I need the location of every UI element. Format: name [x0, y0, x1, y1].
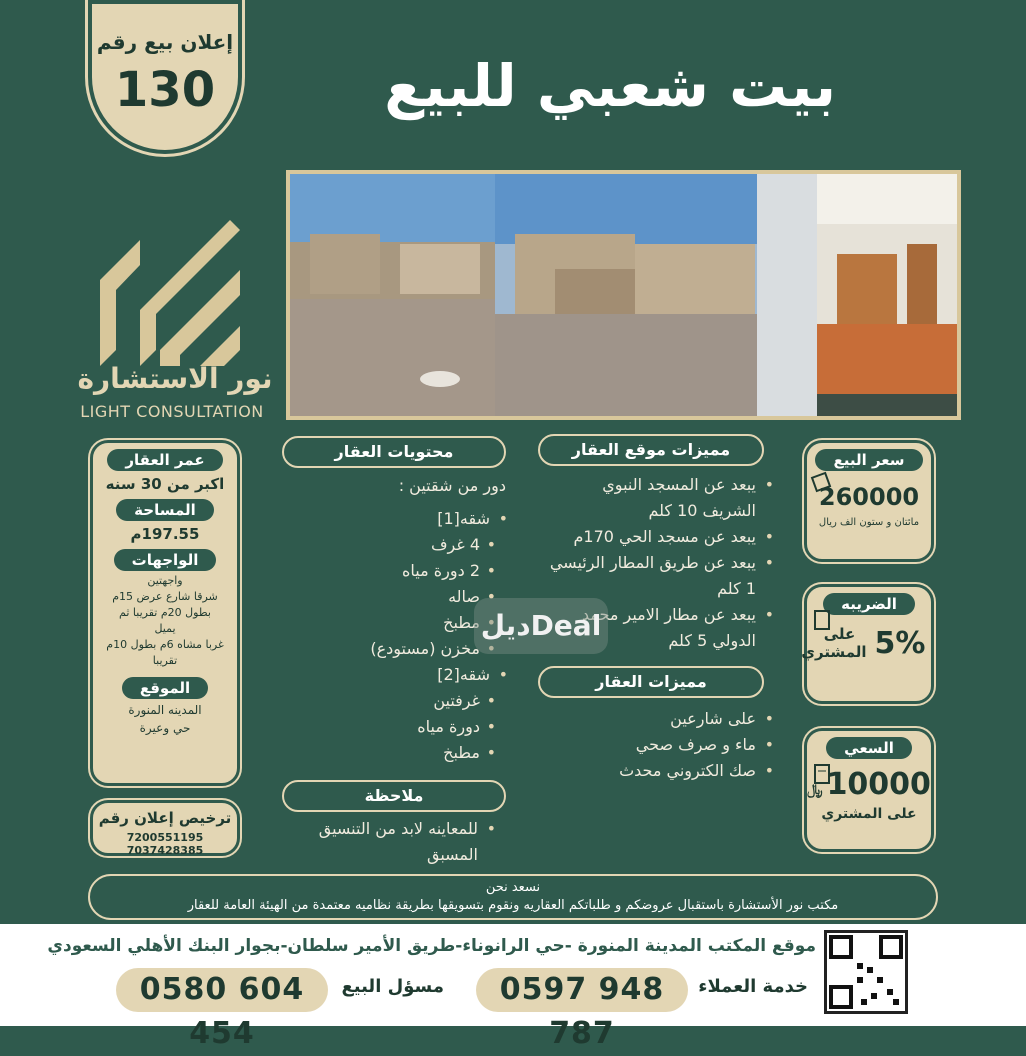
location-label: الموقع — [122, 677, 208, 699]
price-value: 260000 — [818, 483, 920, 511]
customer-service-label: خدمة العملاء — [698, 976, 808, 997]
list-item: • صك الكتروني محدث — [544, 758, 774, 784]
property-photos — [286, 170, 961, 420]
document-icon — [811, 763, 833, 785]
age-label: عمر العقار — [107, 449, 222, 471]
watermark: ديلDeal — [474, 598, 608, 654]
list-item: • شقه[1] — [308, 506, 508, 532]
logo-english-name: LIGHT CONSULTATION — [80, 402, 264, 421]
property-details-card — [90, 440, 240, 786]
list-item: • يبعد عن مطار الامير محمد الدولي 5 كلم — [544, 602, 774, 654]
license-label: ترخيص إعلان رقم — [98, 809, 232, 827]
commission-label: السعي — [826, 737, 912, 759]
list-item: • يبعد عن المسجد النبوي الشريف 10 كلم — [544, 472, 774, 524]
note-text: • للمعاينه لابد من التنسيق المسبق — [276, 816, 496, 868]
commission-value: 10000 — [826, 767, 931, 802]
price-card — [804, 440, 934, 562]
logo-arabic-name: نور الاستشارة — [77, 362, 273, 395]
photo-exterior-1 — [290, 174, 495, 416]
facades-label: الواجهات — [114, 549, 217, 571]
commission-card — [804, 728, 934, 852]
age-value: اكبر من 30 سنه — [105, 475, 225, 493]
location-features-header: مميزات موقع العقار — [538, 434, 764, 466]
note-header: ملاحظة — [282, 780, 506, 812]
price-tag-icon — [811, 471, 833, 493]
ad-number-badge — [88, 0, 242, 154]
photo-interior — [817, 174, 957, 416]
contents-header: محتويات العقار — [282, 436, 506, 468]
list-item: • 2 دورة مياه — [308, 558, 508, 584]
receipt-icon — [811, 609, 833, 631]
list-item: • مطبخ — [308, 740, 508, 766]
list-item: • مخزن (مستودع) — [308, 636, 508, 662]
page-title: بيت شعبي للبيع — [384, 52, 836, 120]
note-list — [276, 816, 496, 868]
list-item: • 4 غرف — [308, 532, 508, 558]
tax-card — [801, 584, 934, 704]
license-number: 7200551195 7037428385 — [126, 831, 204, 857]
photo-exterior-2 — [495, 174, 757, 416]
ad-number-label: إعلان بيع رقم — [96, 30, 234, 54]
list-item: • على شارعين — [544, 706, 774, 732]
facades-text: واجهتين شرقا شارع عرض 15م بطول 20م تقريبا ثم يميل غربا مشاه 6م بطول 10م تقريبا — [106, 574, 224, 667]
property-features-list — [544, 706, 774, 784]
photo-wall — [757, 174, 817, 416]
tax-note: على المشتري — [801, 625, 867, 661]
list-item: • ماء و صرف صحي — [544, 732, 774, 758]
list-item: • يبعد عن طريق المطار الرئيسي 1 كلم — [544, 550, 774, 602]
sales-label: مسؤل البيع — [341, 976, 444, 997]
license-card — [90, 800, 240, 856]
message-line-1: نسعد نحن — [485, 880, 541, 895]
list-item: • مطبخ — [308, 610, 508, 636]
list-item: • صاله — [308, 584, 508, 610]
footer — [0, 924, 1026, 1051]
property-features-header: مميزات العقار — [538, 666, 764, 698]
location-text: المدينه المنورة حي وعيرة — [128, 703, 202, 735]
qr-code-icon[interactable] — [824, 930, 908, 1014]
price-words: مائتان و ستون الف ريال — [818, 517, 920, 528]
message-line-2: مكتب نور الأستشارة باستقبال عروضكم و طلباتكم العقاريه ونقوم بتسويقها بطريقة نظاميه معتمدة من الهيئة العامة للعقار — [187, 898, 839, 913]
tax-label: الضريبه — [823, 593, 915, 615]
office-message — [88, 874, 938, 920]
area-value: 197.55م — [130, 525, 200, 543]
currency-symbol: ﷼ — [807, 782, 823, 798]
contents-intro: دور من شقتين : — [398, 476, 506, 495]
area-label: المساحة — [116, 499, 214, 521]
list-item: • شقه[2] — [308, 662, 508, 688]
list-item: • غرفتين — [308, 688, 508, 714]
ad-number: 130 — [114, 62, 216, 118]
list-item: • يبعد عن مسجد الحي 170م — [544, 524, 774, 550]
commission-note: على المشتري — [821, 806, 917, 822]
tax-value: 5% — [874, 625, 926, 661]
office-address: موقع المكتب المدينة المنورة -حي الرانوناء-طريق الأمير سلطان-بجوار البنك الأهلي السعودي — [47, 936, 816, 956]
price-label: سعر البيع — [815, 449, 922, 471]
customer-service-phone[interactable]: 0597 948 787 — [476, 968, 688, 1012]
list-item: • دورة مياه — [308, 714, 508, 740]
sales-phone[interactable]: 0580 604 454 — [116, 968, 328, 1012]
